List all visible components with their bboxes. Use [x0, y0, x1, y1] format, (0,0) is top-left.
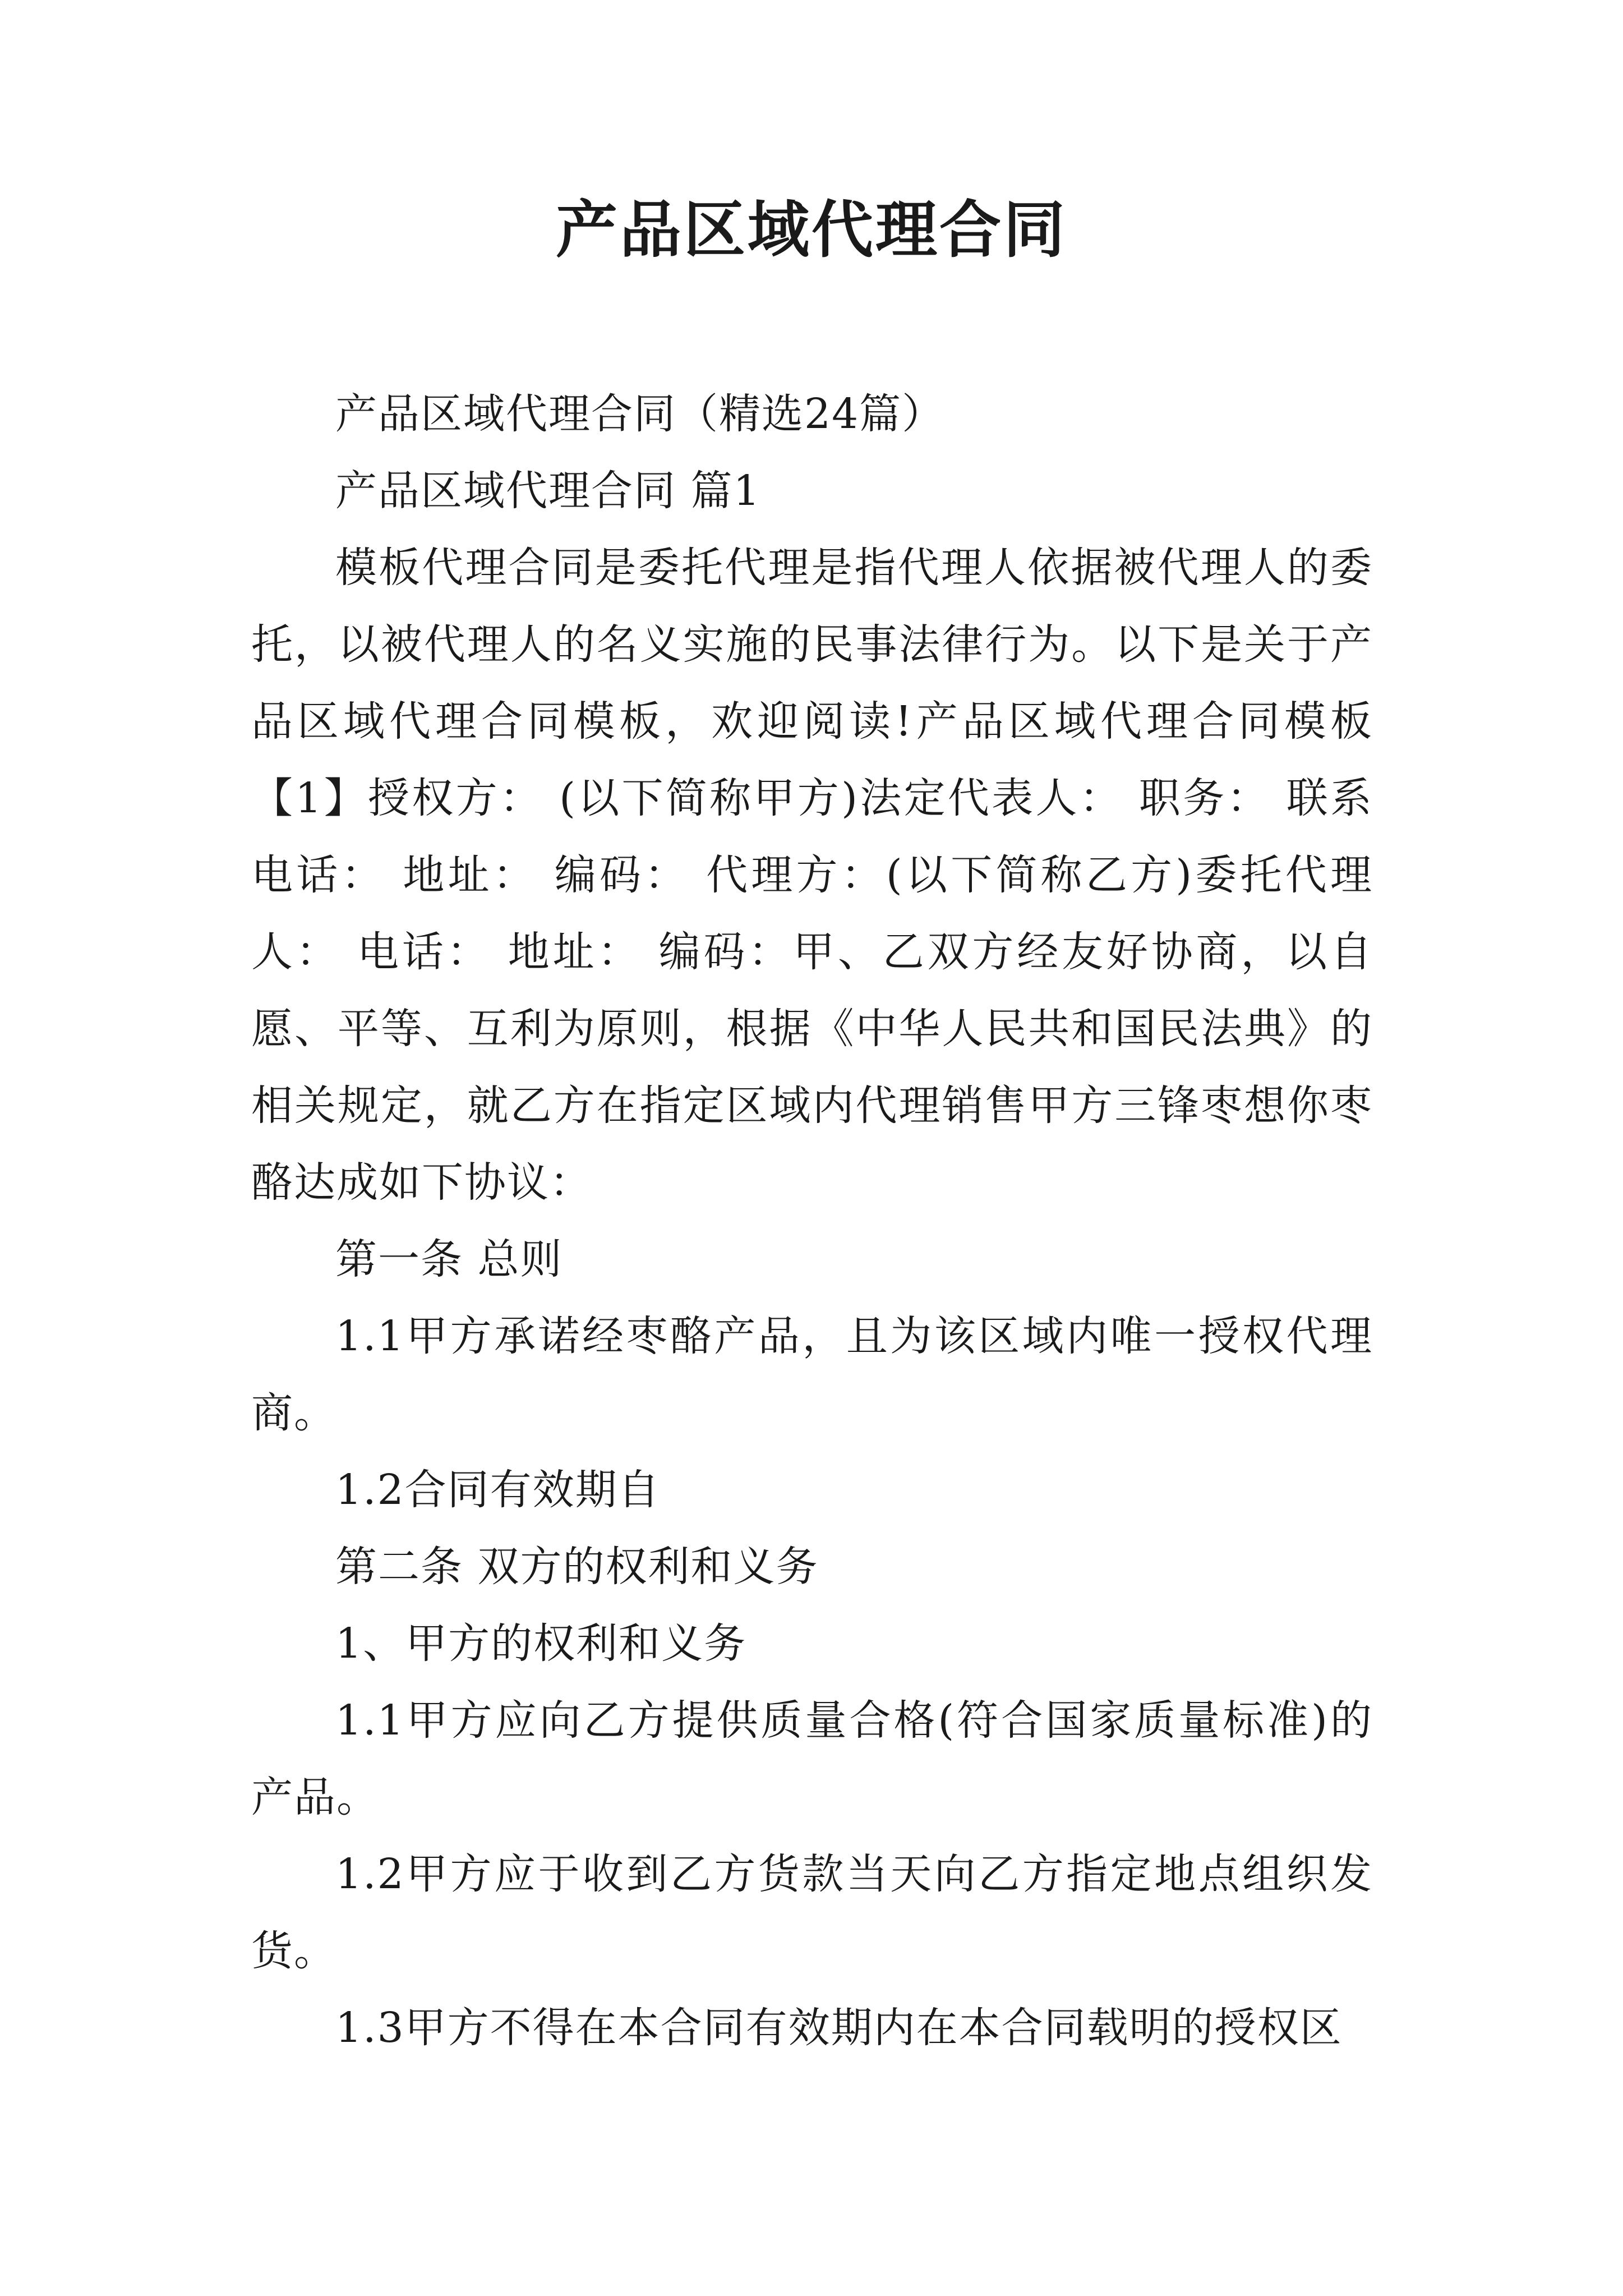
paragraph-clause: 1.1甲方承诺经枣酪产品，且为该区域内唯一授权代理商。 — [251, 1312, 1373, 1437]
paragraph-clause: 1.3甲方不得在本合同有效期内在本合同载明的授权区 — [335, 2004, 1343, 2052]
paragraph-intro: 模板代理合同是委托代理是指代理人依据被代理人的委托，以被代理人的名义实施的民事法律行为。以下是关于产品区域代理合同模板，欢迎阅读!产品区域代理合同模板【1】授权方： (以下简称甲方)法定代表人： 职务： 联系电话： 地址： 编码： 代理方：(以下简称乙方)委托代理人： 电话： 地址： 编码：甲、乙双方经友好协商，以自愿、平等、互利为原则，根据《中华人民共和国民法典》的相关规定，就乙方在指定区域内代理销售甲方三锋枣想你枣酪达成如下协议： — [251, 544, 1373, 1207]
paragraph-clause: 1.1甲方应向乙方提供质量合格(符合国家质量标准)的产品。 — [251, 1696, 1373, 1821]
paragraph-article-1-heading: 第一条 总则 — [335, 1235, 563, 1283]
paragraph-section-heading: 产品区域代理合同 篇1 — [335, 467, 761, 515]
paragraph-clause: 1.2甲方应于收到乙方货款当天向乙方指定地点组织发货。 — [251, 1850, 1373, 1975]
document-title: 产品区域代理合同 — [556, 194, 1067, 266]
paragraph-article-2-heading: 第二条 双方的权利和义务 — [335, 1543, 819, 1591]
paragraph-clause: 1.2合同有效期自 — [335, 1466, 661, 1514]
paragraph-subtitle: 产品区域代理合同（精选24篇） — [335, 390, 945, 438]
document-body — [251, 376, 1373, 2067]
paragraph-subheading: 1、甲方的权利和义务 — [335, 1619, 747, 1668]
